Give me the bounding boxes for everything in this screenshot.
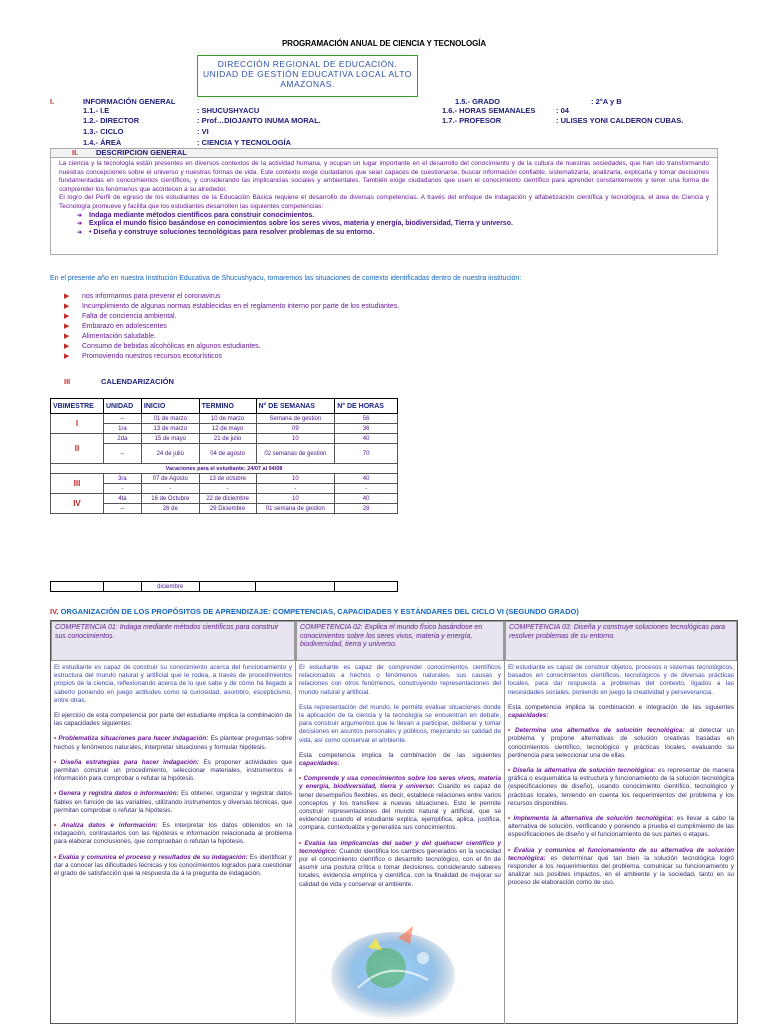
bimestre-cell: III <box>51 474 104 494</box>
table-cell: - <box>256 484 335 494</box>
header-bimestre: VBIMESTRE <box>51 399 104 414</box>
horas-label: 1.6.- HORAS SEMANALES <box>442 106 536 115</box>
table-cell <box>103 582 141 592</box>
context-item: ▶ Embarazo en adolescentes <box>64 322 399 332</box>
capacidad-text: es representar de manera gráfica o esquemática la estructura y funcionamiento de la solución tecnológica (especificaciones de diseño), usando conocimiento científico, tecnológico y prácticas locales, teniendo en cuenta los requerimientos del problema y los recursos disponibles. <box>508 767 735 807</box>
table-row <box>51 424 398 434</box>
profesor-label: 1.7.- PROFESOR <box>442 116 502 125</box>
area-value: : CIENCIA Y TECNOLOGÍA <box>197 138 292 147</box>
capacidad-name: Diseña la alternativa de solución tecnológica: <box>512 767 656 775</box>
bimestre-cell: I <box>51 414 104 434</box>
table-cell: 09 <box>256 424 335 434</box>
table-cell: - <box>335 484 398 494</box>
competencia-item: ➔ Indaga mediante métodos científicos para construir conocimientos. <box>77 212 709 221</box>
capacidad-name: Analiza datos e información: <box>61 822 158 830</box>
capacidad-name: Implementa la alternativa de solución tecnológica: <box>513 815 674 823</box>
competencia-3-title: COMPETENCIA 03: Diseña y construye soluciones tecnológicas para resolver problemas de su entorno. <box>505 621 737 661</box>
table-row <box>51 414 398 424</box>
decorative-globe-image <box>328 918 458 1022</box>
table-cell: 13 de marzo <box>141 424 199 434</box>
header-unidad: UNIDAD <box>103 399 141 414</box>
header-box <box>197 55 418 97</box>
table-cell: 04 de agosto <box>199 444 256 464</box>
capacidad-name: Problematiza situaciones para hacer indagación: <box>58 735 209 743</box>
table-cell: 16 de Octubre <box>141 494 199 504</box>
description-paragraph-2: El logro del Perfil de egreso de los estudiantes de la Educación Básica requiere el desarrollo de diversas competencias. A través del enfoque de indagación y alfabetización científica y tecnológica, el área de Ciencia y Tecnología promueve y facilita que los estudiantes desarrollen las siguientes competencias: <box>59 194 709 210</box>
capacidad-text: al detectar un problema y propone alternativas de solución creativas basadas en conocimientos científico, tecnológico y prácticas locales, evaluando su pertinencia para seleccionar una de ellas. <box>508 727 734 759</box>
competencia-column-1 <box>51 621 295 888</box>
competencia-2-title: COMPETENCIA 02: Explica el mundo físico basándose en conocimientos sobre los seres vivos, materia y energía, biodiversidad, tierra y universo. <box>296 621 504 661</box>
competencia-2-p1: El estudiante es capaz de comprender conocimientos científicos relacionados a hechos o fenómenos naturales, sus causas y relaciones con otros fenómenos, construyendo representaciones del mundo natural y artificial. <box>299 664 501 696</box>
grado-label: 1.5.- GRADO <box>455 97 501 106</box>
section-ii-roman: II. <box>72 148 79 157</box>
calendar-table <box>50 398 398 514</box>
capacidad-text: Es interpretar los datos obtenidos en la indagación, contrastarlos con las hipótesis e información relacionada al problema para elaborar conclusiones, que comprueban o refutan la hipótesis. <box>54 822 292 846</box>
section-ii-heading: DESCRIPCION GENERAL <box>96 148 187 157</box>
bimestre-cell: II <box>51 434 104 464</box>
context-item: ▶ Consumo de bebidas alcohólicas en algunos estudiantes. <box>64 342 399 352</box>
table-cell: 10 <box>256 434 335 444</box>
table-cell: - <box>199 484 256 494</box>
section-iii-roman: III <box>64 377 71 386</box>
header-line-3: AMAZONAS. <box>280 79 335 89</box>
director-value: : Prof…DIOJANTO INUMA MORAL. <box>197 116 321 125</box>
capacidad-text: Es plantear preguntas sobre hechos y fenómenos naturales, interpretar situaciones y formular hipótesis. <box>54 735 293 751</box>
table-cell: 56 <box>335 414 398 424</box>
ciclo-label: 1.3.- CICLO <box>83 127 124 136</box>
ie-label: 1.1.- I.E <box>83 106 110 115</box>
table-cell: 13 de octubre <box>199 474 256 484</box>
capacidad-text: Es obtener, organizar y registrar datos fiables en función de las variables, utilizando instrumentos y diversas técnicas, que permitan comprobar o refutar la hipótesis. <box>54 790 293 814</box>
capacidad-name: Determina una alternativa de solución tecnológica: <box>514 727 685 735</box>
capacidad-item: • Diseña la alternativa de solución tecnológica: es representar de manera gráfica o esquemática la estructura y funcionamiento de la solución tecnológica (especificaciones de diseño), usando conocimiento científico, tecnológico y prácticas locales, teniendo en cuenta los requerimientos del problema y los recursos disponibles. <box>508 767 735 807</box>
competencia-column-2 <box>296 621 504 899</box>
header-line-1: DIRECCIÓN REGIONAL DE EDUCACIÓN. <box>217 59 398 69</box>
context-item: ▶ Alimentación saludable. <box>64 332 399 342</box>
capacidad-text: Cuando identifica los cambios generados en la sociedad por el conocimiento científico o desarrollo tecnológico, con el fin de asumir una postura crítica o tomar decisiones, considerando saberes locales, evidencia empírica y científica, con la finalidad de mejorar su calidad de vida y conservar el ambiente. <box>299 847 501 888</box>
table-row <box>51 444 398 464</box>
table-cell <box>335 582 398 592</box>
table-cell: 07 de Agosto <box>141 474 199 484</box>
table-cell: 36 <box>335 424 398 434</box>
capacidad-item: • Evalúa y comunica el funcionamiento de su alternativa de solución tecnológica: es determinar qué tan bien la solución tecnológica logró responder a los requerimientos del problema, comunicar su funcionamiento y analizar sus posibles impactos, en el ambiente y la sociedad, tanto en su proceso de elaboración como de uso. <box>508 846 735 887</box>
table-cell: 10 <box>256 474 335 484</box>
context-item: ▶ Falta de conciencia ambiental. <box>64 312 399 322</box>
section-i-heading: INFORMACIÓN GENERAL <box>83 97 176 106</box>
capacidad-name: Diseña estrategias para hacer indagación: <box>60 758 200 766</box>
table-cell: 01 semana de gestion <box>256 504 335 514</box>
director-label: 1.2.- DIRECTOR <box>83 116 140 125</box>
competencia-item: ➔ • Diseña y construye soluciones tecnológicas para resolver problemas de su entorno. <box>77 229 709 238</box>
grado-value: : 2°A y B <box>591 97 622 106</box>
header-line-2: UNIDAD DE GESTIÓN EDUCATIVA LOCAL ALTO <box>203 69 412 79</box>
competencia-1-p2: El ejercicio de esta competencia por parte del estudiante implica la combinación de las capacidades siguientes: <box>54 712 292 728</box>
capacidad-name: Comprende y usa conocimientos sobre los seres vivos, materia y energía, biodiversidad, tierra y universo: <box>299 775 501 791</box>
capacidad-item: • Diseña estrategias para hacer indagación: Es proponer actividades que permitan construir un procedimiento, seleccionar materiales, instrumentos e información para comprobar o refutar la hipótesis. <box>54 758 293 783</box>
ciclo-value: : VI <box>197 127 209 136</box>
ie-value: : SHUCUSHYACU <box>197 106 260 115</box>
table-cell <box>199 582 256 592</box>
table-cell: -- <box>103 444 141 464</box>
table-cell: 40 <box>335 474 398 484</box>
competencia-1-p1: El estudiante es capaz de construir su conocimiento acerca del funcionamiento y estructura del mundo natural y artificial que le rodea, a través de procedimientos propios de la ciencia, reflexionando acerca de lo que sabe y de cómo ha llegado a saberlo poniendo en juego actitudes como la curiosidad, asombro, escepticismo, entre otras. <box>54 664 292 704</box>
bimestre-cell: IV <box>51 494 104 514</box>
header-horas: N° DE HORAS <box>335 399 398 414</box>
context-item: ▶ Incumplimiento de algunas normas establecidas en el reglamento interno por parte de los estudiantes. <box>64 302 399 312</box>
description-box <box>50 157 718 255</box>
table-cell: diciembre <box>141 582 199 592</box>
capacidad-item: • Genera y registra datos o información: Es obtener, organizar y registrar datos fiables en función de las variables, utilizando instrumentos y diversas técnicas, que permitan comprobar o refutar la hipótesis. <box>54 790 293 814</box>
section-i-roman: I. <box>50 97 55 106</box>
header-inicio: INICIO <box>141 399 199 414</box>
table-cell: -- <box>103 414 141 424</box>
table-row <box>51 474 398 484</box>
capacidad-text: es llevar a cabo la alternativa de solución, verificando y poniendo a prueba el cumplimiento de las especificaciones de diseño y el funcionamiento de sus partes o etapas. <box>508 815 734 839</box>
table-cell <box>256 582 335 592</box>
table-cell: 22 de diciembre <box>199 494 256 504</box>
table-cell: 15 de mayo <box>141 434 199 444</box>
capacidad-item: • Implementa la alternativa de solución tecnológica: es llevar a cabo la alternativa de solución, verificando y poniendo a prueba el cumplimiento de las especificaciones de diseño y el funcionamiento de sus partes o etapas. <box>508 815 734 839</box>
competencia-1-title: COMPETENCIA 01: Indaga mediante métodos científicos para construir sus conocimientos. <box>51 621 295 661</box>
competencia-2-p3: Esta competencia implica la combinación de las siguientes capacidades: <box>299 751 501 768</box>
competencia-item: ➔ Explica el mundo físico basándose en conocimientos sobre los seres vivos, materia y energía, biodiversidad, Tierra y universo. <box>77 220 709 229</box>
capacidad-text: es determinar qué tan bien la solución tecnológica logró responder a los requerimientos del problema, comunicar su funcionamiento y analizar sus posibles impactos, en el ambiente y la sociedad, tanto en su proceso de elaboración como de uso. <box>508 854 734 887</box>
competencia-column-3 <box>505 621 737 898</box>
table-row <box>51 582 398 592</box>
capacidad-item: • Evalúa y comunica el proceso y resultados de su indagación: Es identificar y dar a conocer las dificultades técnicas y los conocimientos logrados para cuestionar el grado de satisfacción que la respuesta da a la pregunta de indagación. <box>54 853 292 878</box>
section-iii-heading: CALENDARIZACIÓN <box>101 377 174 386</box>
table-row <box>51 494 398 504</box>
table-row <box>51 484 398 494</box>
table-cell: -- <box>103 504 141 514</box>
table-row <box>51 434 398 444</box>
table-row <box>51 504 398 514</box>
competencia-3-p2: Esta competencia implica la combinación e integración de las siguientes capacidades: <box>508 703 734 720</box>
capacidad-item: • Analiza datos e información: Es interpretar los datos obtenidos en la indagación, contrastarlos con las hipótesis e información relacionada al problema para elaborar conclusiones, que comprueban o refutan la hipótesis. <box>54 822 292 846</box>
area-label: 1.4.- ÁREA <box>83 138 122 147</box>
profesor-value: : ULISES YONI CALDERON CUBAS. <box>556 116 684 125</box>
competencia-3-body <box>505 661 737 898</box>
capacidad-item: • Comprende y usa conocimientos sobre los seres vivos, materia y energía, biodiversidad, tierra y universo: Cuando es capaz de tener desempeños flexibles, es decir, establece relaciones entre varios conceptos y los transfiere a nuevas situaciones. Esto le permite construir representaciones del mundo natural y artificial, que se evidencian cuando el estudiante explica, ejemplifica, aplica, justifica, compara, contextualiza y generaliza sus conocimientos. <box>299 775 501 832</box>
context-item: ▶ nos informamos para prevenir el coronavirus <box>64 292 399 302</box>
table-cell: 12 de mayo <box>199 424 256 434</box>
table-cell: 29 Diciembre <box>199 504 256 514</box>
capacidad-name: Evalúa y comunica el proceso y resultados de su indagación: <box>58 853 248 861</box>
capacidad-name: Evalúa las implicancias del saber y del quehacer científico y tecnológico: <box>299 839 501 855</box>
table-cell: - <box>141 484 199 494</box>
extra-calendar-row <box>50 581 398 592</box>
capacidad-item: • Problematiza situaciones para hacer indagación: Es plantear preguntas sobre hechos y fenómenos naturales, interpretar situaciones y formular hipótesis. <box>54 735 293 751</box>
capacidad-text: Es identificar y dar a conocer las dificultades técnicas y los conocimientos logrados para cuestionar el grado de satisfacción que la respuesta da a la pregunta de indagación. <box>54 853 292 878</box>
vacaciones-cell: Vacaciones para el estudiante: 24/07 al 04/08 <box>51 464 398 474</box>
table-cell: 01 de marzo <box>141 414 199 424</box>
table-cell: 40 <box>335 434 398 444</box>
table-cell: 40 <box>335 494 398 504</box>
header-termino: TERMINO <box>199 399 256 414</box>
context-item: ▶ Promoviendo nuestros recursos ecoturísticos <box>64 352 399 362</box>
capacidad-text: Cuando es capaz de tener desempeños flexibles, es decir, establece relaciones entre varios conceptos y los transfiere a nuevas situaciones. Esto le permite construir representaciones del mundo natural y artificial, que se evidencian cuando el estudiante explica, ejemplifica, aplica, justifica, compara, contextualiza y generaliza sus conocimientos. <box>299 783 501 832</box>
section-iv-heading <box>50 607 579 616</box>
table-cell: 1ra <box>103 424 141 434</box>
table-cell <box>51 582 104 592</box>
competencia-3-p1: El estudiante es capaz de construir objetos, procesos o sistemas tecnológicos, basados en conocimientos científicos, tecnológicos y de diversas prácticas locales, para dar respuesta a problemas del contexto, ligados a las necesidades sociales, poniendo en juego la creatividad y perseverancia. <box>508 664 734 696</box>
table-cell: 24 de julio <box>141 444 199 464</box>
table-cell: 2da <box>103 434 141 444</box>
table-cell: 02 semanas de gestion <box>256 444 335 464</box>
capacidad-name: Genera y registra datos o información: <box>58 790 179 798</box>
section-iv-title: ORGANIZACIÓN DE LOS PROPÓSITOS DE APRENDIZAJE: COMPETENCIAS, CAPACIDADES Y ESTÁNDARES DEL CICLO VI (SEGUNDO GRADO) <box>60 607 579 616</box>
calendar-header-row <box>51 399 398 414</box>
table-cell: - <box>103 484 141 494</box>
description-paragraph-1: La ciencia y la tecnología están presentes en diversos contextos de la actividad humana, y ocupan un lugar importante en el desarrollo del conocimiento y de la cultura de nuestras sociedades, que han ido transformando nuestras concepciones sobre el universo y nuestras formas de vida. Este contexto exige ciudadanos que sean capaces de cuestionarse, buscar información confiable, sistematizarla, analizarla, explicarla y tomar decisiones fundamentadas en conocimientos científicos, y considerando las implicancias sociales y ambientales. También exige ciudadanos que usen el conocimiento científico para aprender constantemente y tener una forma de comprender los fenómenos que acontecen a su alrededor. <box>59 160 709 193</box>
table-cell: 3ra <box>103 474 141 484</box>
competencia-2-body <box>296 661 504 899</box>
context-list <box>64 292 399 362</box>
capacidad-item: • Determina una alternativa de solución tecnológica: al detectar un problema y propone alternativas de solución creativas basadas en conocimientos científico, tecnológico y prácticas locales, evaluando su pertinencia para seleccionar una de ellas. <box>508 727 734 759</box>
table-cell: 4ta <box>103 494 141 504</box>
capacidad-item: • Evalúa las implicancias del saber y del quehacer científico y tecnológico: Cuando identifica los cambios generados en la sociedad por el conocimiento científico o desarrollo tecnológico, con el fin de asumir una postura crítica o tomar decisiones, considerando saberes locales, evidencia empírica y científica, con la finalidad de mejorar su calidad de vida y conservar el ambiente. <box>299 839 501 888</box>
competencia-1-body <box>51 661 295 888</box>
table-cell: 70 <box>335 444 398 464</box>
capacidad-text: Es proponer actividades que permitan construir un procedimiento, seleccionar materiales, instrumentos e información para comprobar o refutar la hipótesis. <box>54 758 293 783</box>
vacaciones-row <box>51 464 398 474</box>
table-cell: 10 <box>256 494 335 504</box>
horas-value: : 04 <box>556 106 569 115</box>
table-cell: 26 de <box>141 504 199 514</box>
context-intro: En el presente año en nuestra Institución Educativa de Shucushyacu, tomaremos las situaciones de contexto identificadas dentro de nuestra institución: <box>50 275 522 282</box>
table-cell: 21 de julio <box>199 434 256 444</box>
competencias-list <box>59 212 709 238</box>
table-cell: 28 <box>335 504 398 514</box>
header-semanas: N° DE SEMANAS <box>256 399 335 414</box>
document-title: PROGRAMACIÓN ANUAL DE CIENCIA Y TECNOLOGÍA <box>281 39 487 48</box>
competencia-2-p2: Esta representación del mundo, le permite evaluar situaciones donde la aplicación de la ciencia y la tecnología se encuentran en debate, para construir argumentos que le llevan a participar, deliberar y tomar decisiones en asuntos personales y públicos, mejorando su calidad de vida, así como conservar el ambiente. <box>299 703 501 744</box>
table-cell: 10 de marzo <box>199 414 256 424</box>
table-cell: Semana de gestion <box>256 414 335 424</box>
section-iv-roman: IV. <box>50 607 59 616</box>
capacidad-name: Evalúa y comunica el funcionamiento de su alternativa de solución tecnológica: <box>508 846 735 862</box>
